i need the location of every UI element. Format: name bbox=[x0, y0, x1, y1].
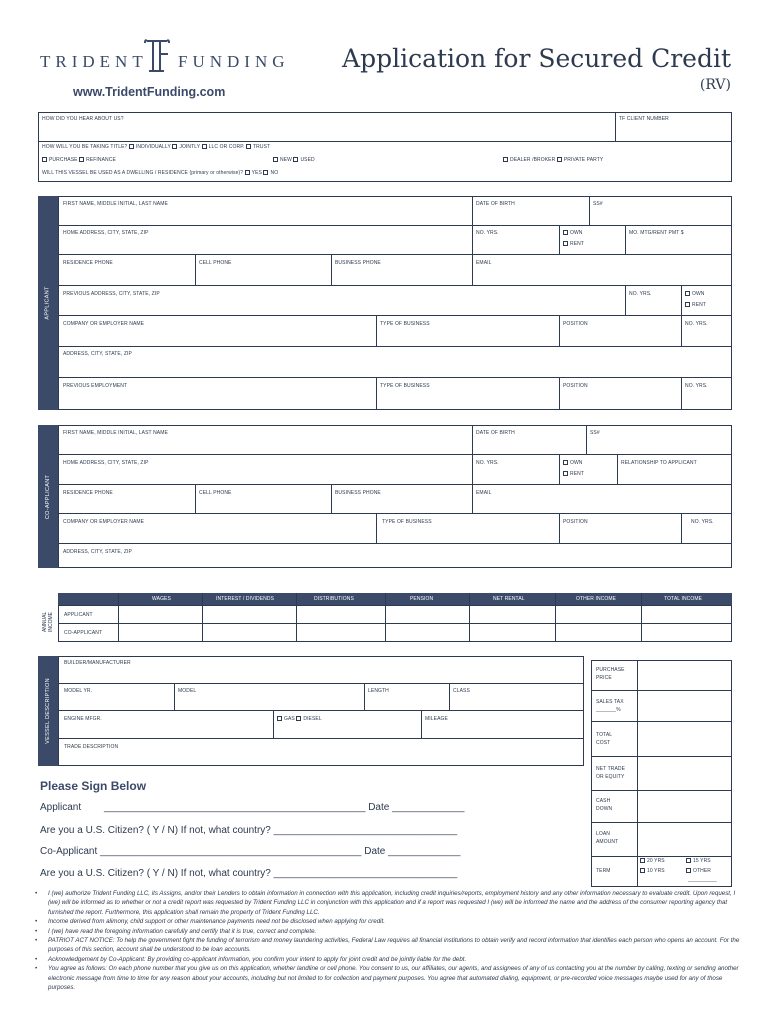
jointly-checkbox[interactable] bbox=[172, 144, 177, 149]
applicant-signature-row[interactable]: Applicant bbox=[40, 802, 82, 813]
website-link[interactable]: www.TridentFunding.com bbox=[73, 85, 226, 99]
co-rent-checkbox[interactable]: RENT bbox=[563, 471, 584, 477]
applicant-prev-emp-label: PREVIOUS EMPLOYMENT bbox=[63, 383, 128, 389]
applicant-mo-pmt-label: MO. MTG/RENT PMT $ bbox=[629, 230, 684, 236]
applicant-prev-emp-yrs-label: NO. YRS. bbox=[685, 383, 708, 389]
term-other-checkbox[interactable]: OTHER bbox=[686, 868, 711, 874]
applicant-emp-yrs-label: NO. YRS. bbox=[685, 321, 708, 327]
income-col-pension: PENSION bbox=[410, 596, 434, 602]
dwelling-yes-checkbox[interactable] bbox=[245, 170, 250, 175]
page-title: Application for Secured Credit bbox=[342, 44, 731, 73]
applicant-type-label: TYPE OF BUSINESS bbox=[380, 321, 430, 327]
applicant-name-label: FIRST NAME, MIDDLE INITIAL, LAST NAME bbox=[63, 201, 168, 207]
applicant-rent-checkbox[interactable]: RENT bbox=[563, 241, 584, 247]
income-col-total: TOTAL INCOME bbox=[664, 596, 703, 602]
page-subtitle: (RV) bbox=[699, 77, 731, 93]
term-20-checkbox[interactable]: 20 YRS bbox=[640, 858, 665, 864]
term-other-line: __________ bbox=[688, 877, 717, 883]
income-col-interest: INTEREST / DIVIDENDS bbox=[216, 596, 275, 602]
coapplicant-section bbox=[58, 425, 732, 568]
co-relationship-label: RELATIONSHIP TO APPLICANT bbox=[621, 460, 697, 466]
income-row-applicant: APPLICANT bbox=[64, 612, 93, 618]
co-name-label: FIRST NAME, MIDDLE INITIAL, LAST NAME bbox=[63, 430, 168, 436]
applicant-company-label: COMPANY OR EMPLOYER NAME bbox=[63, 321, 145, 327]
term-label: TERM bbox=[596, 868, 611, 874]
co-emp-yrs-label: NO. YRS. bbox=[691, 519, 714, 525]
co-company-label: COMPANY OR EMPLOYER NAME bbox=[63, 519, 145, 525]
applicant-bus-phone-label: BUSINESS PHONE bbox=[335, 260, 381, 266]
income-row-coapplicant: CO-APPLICANT bbox=[64, 630, 103, 636]
coapplicant-side-label: CO-APPLICANT bbox=[38, 425, 58, 568]
trident-logo-mark bbox=[144, 38, 170, 74]
applicant-yrs-label: NO. YRS. bbox=[476, 230, 499, 236]
mileage-label: MILEAGE bbox=[425, 716, 448, 722]
co-dob-label: DATE OF BIRTH bbox=[476, 430, 515, 436]
applicant-ss-label: SS# bbox=[593, 201, 603, 207]
trust-checkbox[interactable] bbox=[246, 144, 251, 149]
applicant-prev-type-label: TYPE OF BUSINESS bbox=[380, 383, 430, 389]
note-item: • You agree as follows: On each phone number that you give us on this application, whether landline or cell phone. You consent to us, our affiliates, our agents, and assignees of any of us contacting you at the number by calling, texting or sending another electronic message from time to time for any reason about your accounts, including but not limited to for collection and payment purposes. You agree that automated dialing, equipment, or pre-recorded voice messages maybe used for any of those purposes. bbox=[30, 964, 742, 992]
client-number-label: TF CLIENT NUMBER bbox=[619, 116, 669, 122]
length-label: LENGTH bbox=[368, 688, 389, 694]
trade-description-label: TRADE DESCRIPTION bbox=[64, 744, 119, 750]
co-ss-label: SS# bbox=[590, 430, 600, 436]
applicant-prev-position-label: POSITION bbox=[563, 383, 588, 389]
applicant-cell-label: CELL PHONE bbox=[199, 260, 232, 266]
builder-label: BUILDER/MANUFACTURER bbox=[64, 660, 131, 666]
applicant-prev-yrs-label: NO. YRS. bbox=[629, 291, 652, 297]
note-item: • PATRIOT ACT NOTICE: To help the government fight the funding of terrorism and money laundering activities, Federal Law requires all financial institutions to obtain verify and record information that identifies each person who opens an account. For the purposes of this section, account shall be understood to be loan accounts. bbox=[30, 936, 742, 955]
disclosure-notes bbox=[30, 889, 742, 992]
applicant-email-label: EMAIL bbox=[476, 260, 492, 266]
coapplicant-citizen-row[interactable]: Are you a U.S. Citizen? ( Y / N) If not, what country? _________________________________ bbox=[40, 868, 458, 879]
sign-heading: Please Sign Below bbox=[40, 779, 147, 793]
applicant-side-label: APPLICANT bbox=[38, 196, 58, 410]
vessel-section bbox=[58, 656, 584, 766]
applicant-own-checkbox[interactable]: OWN bbox=[563, 230, 583, 236]
note-item: • Income derived from alimony, child support or other maintenance payments need not be disclosed when applying for credit. bbox=[30, 917, 742, 926]
note-item: • I (we) have read the foregoing information carefully and certify that it is true, correct and complete. bbox=[30, 927, 742, 936]
applicant-prev-own-checkbox[interactable]: OWN bbox=[685, 291, 705, 297]
co-cell-label: CELL PHONE bbox=[199, 490, 232, 496]
co-position-label: POSITION bbox=[563, 519, 588, 525]
model-label: MODEL bbox=[178, 688, 197, 694]
purchase-price-label: PURCHASE PRICE bbox=[596, 667, 625, 681]
income-side-label: ANNUAL INCOME bbox=[42, 611, 55, 632]
co-type-label: TYPE OF BUSINESS bbox=[382, 519, 432, 525]
applicant-prev-address-label: PREVIOUS ADDRESS, CITY, STATE, ZIP bbox=[63, 291, 160, 297]
term-15-checkbox[interactable]: 15 YRS bbox=[686, 858, 711, 864]
engine-label: ENGINE MFGR. bbox=[64, 716, 102, 722]
applicant-signature-line[interactable]: _______________________________________________ Date _____________ bbox=[104, 802, 465, 813]
individually-checkbox[interactable] bbox=[129, 144, 134, 149]
new-used-option[interactable]: NEW USED bbox=[273, 157, 315, 163]
co-bus-phone-label: BUSINESS PHONE bbox=[335, 490, 381, 496]
class-label: CLASS bbox=[453, 688, 470, 694]
applicant-emp-address-label: ADDRESS, CITY, STATE, ZIP bbox=[63, 351, 132, 357]
applicant-prev-rent-checkbox[interactable]: RENT bbox=[685, 302, 706, 308]
applicant-position-label: POSITION bbox=[563, 321, 588, 327]
income-col-distributions: DISTRIBUTIONS bbox=[314, 596, 354, 602]
note-item: • I (we) authorize Trident Funding LLC, its Assigns, and/or their Lenders to obtain information in connection with this application, including credit inquiries/reports, employment history and any other information necessary to evaluate credit. Upon request, I (we) will be informed as to whether or not a credit report was requested by Trident Funding LLC in conjunction with this application and if a report was requested I (we) will be informed the name and the address of the consumer reporting agency that furnished the report. Furthermore, this application shall remain the property of Trident Funding LLC. bbox=[30, 889, 742, 917]
total-cost-label: TOTAL COST bbox=[596, 732, 613, 746]
dwelling-question: WILL THIS VESSEL BE USED AS A DWELLING / RESIDENCE (primary or otherwise)? YES NO bbox=[42, 170, 279, 176]
note-item: • Acknowledgement by Co-Applicant: By providing co-applicant information, you confirm your intent to apply for joint credit and be jointly liable for the debt. bbox=[30, 955, 742, 964]
gas-diesel-option[interactable]: GAS DIESEL bbox=[277, 716, 322, 722]
income-col-wages: WAGES bbox=[152, 596, 171, 602]
llc-checkbox[interactable] bbox=[202, 144, 207, 149]
co-home-label: HOME ADDRESS, CITY, STATE, ZIP bbox=[63, 460, 149, 466]
hear-label: HOW DID YOU HEAR ABOUT US? bbox=[42, 116, 124, 122]
co-email-label: EMAIL bbox=[476, 490, 492, 496]
dealer-private-option[interactable]: DEALER /BROKER PRIVATE PARTY bbox=[503, 157, 603, 163]
dwelling-no-checkbox[interactable] bbox=[263, 170, 268, 175]
applicant-dob-label: DATE OF BIRTH bbox=[476, 201, 515, 207]
term-10-checkbox[interactable]: 10 YRS bbox=[640, 868, 665, 874]
vessel-side-label: VESSEL DESCRIPTION bbox=[38, 656, 58, 766]
cash-down-label: CASH DOWN bbox=[596, 798, 613, 812]
model-yr-label: MODEL YR. bbox=[64, 688, 93, 694]
title-question: HOW WILL YOU BE TAKING TITLE? INDIVIDUALLY JOINTLY LLC OR CORP. TRUST bbox=[42, 144, 271, 150]
income-col-other: OTHER INCOME bbox=[576, 596, 617, 602]
net-trade-label: NET TRADE OR EQUITY bbox=[596, 766, 626, 780]
income-col-net-rental: NET RENTAL bbox=[493, 596, 525, 602]
applicant-citizen-row[interactable]: Are you a U.S. Citizen? ( Y / N) If not, what country? _________________________________ bbox=[40, 825, 458, 836]
co-emp-address-label: ADDRESS, CITY, STATE, ZIP bbox=[63, 549, 132, 555]
co-res-phone-label: RESIDENCE PHONE bbox=[63, 490, 113, 496]
purchase-option[interactable]: PURCHASE REFINANCE bbox=[42, 157, 116, 163]
logo-right: FUNDING bbox=[178, 52, 290, 71]
applicant-home-label: HOME ADDRESS, CITY, STATE, ZIP bbox=[63, 230, 149, 236]
coapplicant-signature-row[interactable]: Co-Applicant _______________________________________________ Date _____________ bbox=[40, 846, 461, 857]
loan-amount-label: LOAN AMOUNT bbox=[596, 831, 619, 845]
logo-left: TRIDENT bbox=[40, 52, 148, 71]
co-own-checkbox[interactable]: OWN bbox=[563, 460, 583, 466]
sales-tax-label: SALES TAX _______% bbox=[596, 699, 624, 713]
applicant-res-phone-label: RESIDENCE PHONE bbox=[63, 260, 113, 266]
co-yrs-label: NO. YRS. bbox=[476, 460, 499, 466]
